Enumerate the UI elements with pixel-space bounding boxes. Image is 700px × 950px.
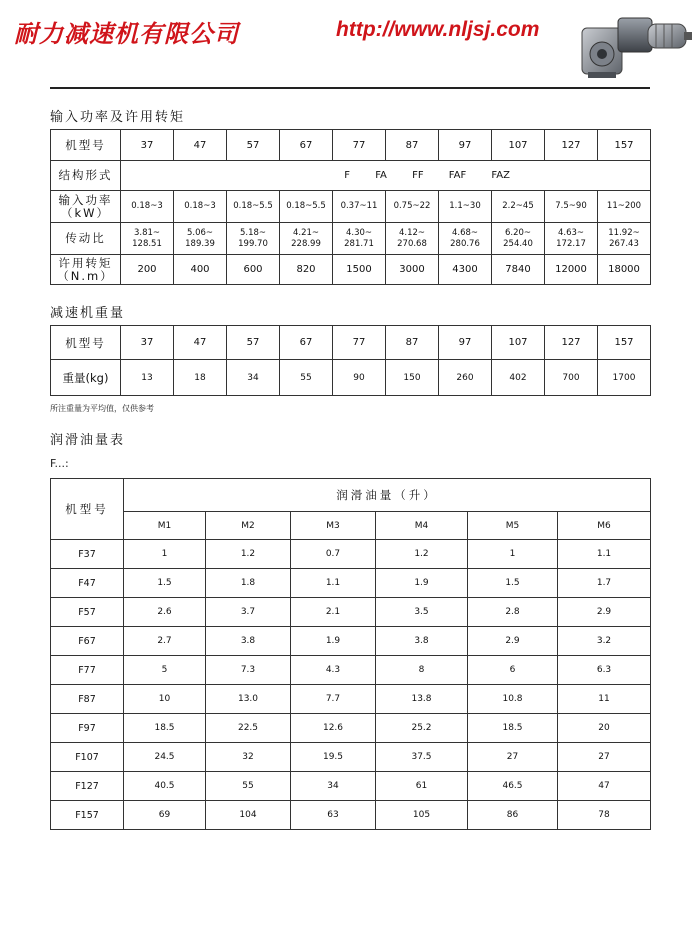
cell-oil-volume: 2.1 [291,598,376,627]
col-header-position: M1 [124,512,206,540]
cell-oil-volume: 1.9 [376,569,468,598]
col-header-oil-volume: 润滑油量（升） [124,479,651,512]
cell-weight: 90 [333,360,386,396]
cell-torque: 7840 [492,255,545,285]
cell-oil-volume: 78 [558,801,651,830]
row-header-model: 机型号 [51,326,121,360]
cell-power: 1.1~30 [439,191,492,223]
cell-torque: 4300 [439,255,492,285]
power-torque-table [50,129,651,285]
cell-oil-volume: 1.9 [291,627,376,656]
col-header-model: 机型号 [51,479,124,540]
cell-oil-volume: 7.3 [206,656,291,685]
row-header-model: 机型号 [51,130,121,161]
structure-type: FAZ [491,170,510,181]
cell-torque: 18000 [598,255,651,285]
table-row [51,743,651,772]
cell-ratio: 4.21~ 228.99 [280,223,333,255]
cell-oil-volume: 1.2 [376,540,468,569]
cell-oil-volume: 2.8 [468,598,558,627]
cell-oil-volume: 18.5 [468,714,558,743]
structure-type: FF [412,170,424,181]
cell-oil-volume: 1.2 [206,540,291,569]
cell-model: F107 [51,743,124,772]
cell-oil-volume: 3.8 [376,627,468,656]
cell-model: 97 [439,326,492,360]
cell-model: 107 [492,326,545,360]
cell-oil-volume: 37.5 [376,743,468,772]
cell-model: F127 [51,772,124,801]
cell-oil-volume: 1.1 [291,569,376,598]
table-row [51,801,651,830]
cell-model: F37 [51,540,124,569]
structure-type: F [344,170,351,181]
cell-ratio: 4.68~ 280.76 [439,223,492,255]
table-row [51,714,651,743]
cell-oil-volume: 46.5 [468,772,558,801]
cell-torque: 1500 [333,255,386,285]
cell-oil-volume: 69 [124,801,206,830]
cell-power: 11~200 [598,191,651,223]
cell-model: F87 [51,685,124,714]
cell-model: 157 [598,130,651,161]
cell-model: F97 [51,714,124,743]
table-row [51,656,651,685]
cell-model: F57 [51,598,124,627]
cell-model: 57 [227,326,280,360]
cell-oil-volume: 18.5 [124,714,206,743]
table-row [51,191,651,223]
cell-power: 0.75~22 [386,191,439,223]
cell-oil-volume: 1.7 [558,569,651,598]
cell-weight: 34 [227,360,280,396]
cell-weight: 55 [280,360,333,396]
cell-oil-volume: 22.5 [206,714,291,743]
cell-oil-volume: 24.5 [124,743,206,772]
cell-oil-volume: 3.5 [376,598,468,627]
table-row [51,685,651,714]
cell-weight: 13 [121,360,174,396]
table-row [51,772,651,801]
cell-weight: 402 [492,360,545,396]
table-row [51,598,651,627]
cell-oil-volume: 2.9 [558,598,651,627]
table-row [51,130,651,161]
cell-oil-volume: 3.7 [206,598,291,627]
table-row [51,627,651,656]
cell-oil-volume: 61 [376,772,468,801]
cell-ratio: 11.92~ 267.43 [598,223,651,255]
cell-model: 47 [174,130,227,161]
cell-oil-volume: 32 [206,743,291,772]
cell-power: 0.18~3 [121,191,174,223]
cell-oil-volume: 7.7 [291,685,376,714]
cell-model: 37 [121,326,174,360]
cell-oil-volume: 1 [124,540,206,569]
cell-oil-volume: 6 [468,656,558,685]
row-header-weight: 重量(kg) [51,360,121,396]
cell-ratio: 3.81~ 128.51 [121,223,174,255]
section-title-weight: 减速机重量 [50,306,126,321]
weight-table [50,325,651,396]
cell-oil-volume: 4.3 [291,656,376,685]
cell-oil-volume: 40.5 [124,772,206,801]
cell-model: 47 [174,326,227,360]
cell-oil-volume: 0.7 [291,540,376,569]
cell-ratio: 4.63~ 172.17 [545,223,598,255]
col-header-position: M4 [376,512,468,540]
cell-oil-volume: 20 [558,714,651,743]
cell-model: 87 [386,326,439,360]
cell-model: 107 [492,130,545,161]
cell-model: F67 [51,627,124,656]
cell-torque: 400 [174,255,227,285]
table-row [51,479,651,512]
cell-oil-volume: 47 [558,772,651,801]
cell-weight: 150 [386,360,439,396]
cell-weight: 260 [439,360,492,396]
table-row [51,512,651,540]
oil-table-body [51,540,651,830]
table-row [51,161,651,191]
cell-oil-volume: 2.7 [124,627,206,656]
cell-oil-volume: 19.5 [291,743,376,772]
cell-oil-volume: 1 [468,540,558,569]
cell-ratio: 4.12~ 270.68 [386,223,439,255]
cell-oil-volume: 1.8 [206,569,291,598]
cell-model: F47 [51,569,124,598]
cell-oil-volume: 12.6 [291,714,376,743]
cell-oil-volume: 104 [206,801,291,830]
cell-ratio: 5.18~ 199.70 [227,223,280,255]
cell-ratio: 4.30~ 281.71 [333,223,386,255]
cell-torque: 3000 [386,255,439,285]
cell-oil-volume: 13.0 [206,685,291,714]
cell-ratio: 6.20~ 254.40 [492,223,545,255]
col-header-position: M5 [468,512,558,540]
cell-oil-volume: 2.6 [124,598,206,627]
cell-torque: 820 [280,255,333,285]
cell-power: 0.37~11 [333,191,386,223]
cell-oil-volume: 10 [124,685,206,714]
website-url[interactable]: http://www.nljsj.com [336,18,540,41]
row-header-structure: 结构形式 [51,161,121,191]
cell-oil-volume: 63 [291,801,376,830]
cell-ratio: 5.06~ 189.39 [174,223,227,255]
col-header-position: M2 [206,512,291,540]
cell-oil-volume: 8 [376,656,468,685]
cell-oil-volume: 5 [124,656,206,685]
header-divider [50,87,650,89]
row-header-power: 输入功率 （kW） [51,191,121,223]
cell-model: F157 [51,801,124,830]
oil-series-label: F...: [50,457,69,470]
cell-oil-volume: 1.5 [124,569,206,598]
cell-model: 157 [598,326,651,360]
cell-power: 0.18~3 [174,191,227,223]
cell-torque: 600 [227,255,280,285]
table-row [51,360,651,396]
structure-type: FA [375,170,387,181]
row-header-torque: 许用转矩 （N.m） [51,255,121,285]
table-row [51,223,651,255]
cell-torque: 12000 [545,255,598,285]
cell-oil-volume: 2.9 [468,627,558,656]
cell-torque: 200 [121,255,174,285]
table-row [51,326,651,360]
weight-note: 所注重量为平均值，仅供参考 [50,404,154,413]
cell-model: F77 [51,656,124,685]
cell-model: 97 [439,130,492,161]
cell-model: 57 [227,130,280,161]
cell-model: 37 [121,130,174,161]
cell-oil-volume: 105 [376,801,468,830]
row-header-ratio: 传动比 [51,223,121,255]
table-row [51,569,651,598]
cell-oil-volume: 55 [206,772,291,801]
cell-oil-volume: 3.8 [206,627,291,656]
cell-weight: 700 [545,360,598,396]
cell-oil-volume: 6.3 [558,656,651,685]
cell-model: 87 [386,130,439,161]
cell-power: 0.18~5.5 [227,191,280,223]
cell-oil-volume: 1.5 [468,569,558,598]
cell-oil-volume: 86 [468,801,558,830]
cell-oil-volume: 25.2 [376,714,468,743]
cell-model: 77 [333,130,386,161]
cell-oil-volume: 27 [468,743,558,772]
table-row [51,540,651,569]
cell-power: 0.18~5.5 [280,191,333,223]
cell-weight: 18 [174,360,227,396]
cell-oil-volume: 10.8 [468,685,558,714]
cell-oil-volume: 3.2 [558,627,651,656]
col-header-position: M3 [291,512,376,540]
company-name: 耐力减速机有限公司 [14,19,239,48]
section-title-power: 输入功率及许用转矩 [50,110,186,125]
cell-oil-volume: 1.1 [558,540,651,569]
cell-oil-volume: 13.8 [376,685,468,714]
gear-reducer-icon [578,10,694,82]
col-header-position: M6 [558,512,651,540]
table-row [51,255,651,285]
cell-model: 127 [545,326,598,360]
oil-volume-table [50,478,651,830]
cell-model: 67 [280,326,333,360]
cell-power: 2.2~45 [492,191,545,223]
cell-model: 77 [333,326,386,360]
structure-type: FAF [448,170,467,181]
cell-weight: 1700 [598,360,651,396]
cell-oil-volume: 27 [558,743,651,772]
page-header [0,0,700,90]
cell-power: 7.5~90 [545,191,598,223]
cell-oil-volume: 11 [558,685,651,714]
section-title-oil: 润滑油量表 [50,433,126,448]
cell-model: 127 [545,130,598,161]
cell-oil-volume: 34 [291,772,376,801]
cell-structures [121,161,651,191]
cell-model: 67 [280,130,333,161]
